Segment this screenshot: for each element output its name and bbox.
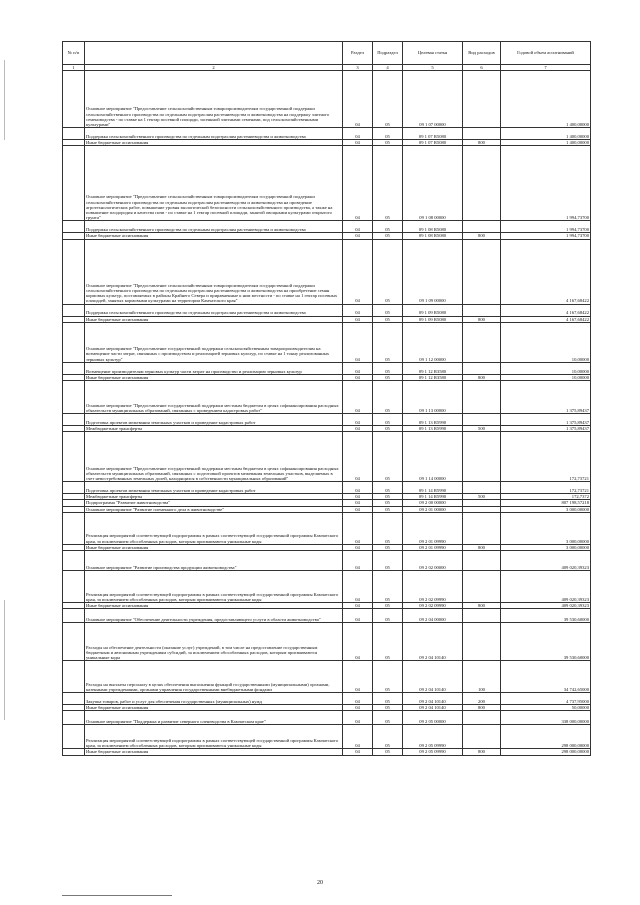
row-amount: 1 400,00000 [501,128,591,140]
row-target-article: 09 2 04 10140 [403,623,463,661]
table-header-row [63,42,591,65]
table-row [63,304,591,316]
row-subsection: 05 [373,711,403,725]
table-row [63,749,591,755]
row-target-article: 09 1 12 R3580 [403,374,463,380]
header-target-article: Целевая статья [403,42,463,65]
row-section: 04 [343,482,373,494]
row-target-article: 09 2 04 10140 [403,693,463,705]
row-name: Иные бюджетные ассигнования [85,233,343,239]
row-expense-type [463,71,501,128]
page-number: 20 [317,880,323,886]
row-expense-type: 800 [463,316,501,322]
row-expense-type: 800 [463,749,501,755]
row-name: Поддержка сельскохозяйственного производства по отдельным подотраслям растениеводства и животноводства [85,221,343,233]
row-number [63,146,85,221]
row-number [63,71,85,128]
row-name: Реализация мероприятий соответствующей подпрограммы в рамках соответствующей государственной программы Камчатского края, за исключением обособленных расходов, которым присваиваются уникальные коды [85,571,343,603]
row-amount: 172,73721 [501,432,591,482]
row-subsection: 05 [373,426,403,432]
row-target-article: 09 1 08 00000 [403,146,463,221]
row-expense-type [463,482,501,494]
row-subsection: 05 [373,571,403,603]
row-name: Основное мероприятие "Предоставление сельскохозяйственным товаропроизводителям государственной поддержки сельскохозяйственного производства по отдельным подотраслям растениеводства и животноводства на поддержку элитного семеноводства - по ставке на 1 гектар посевной площади, засеянной элитными семенами, под сельскохозяйственными культурами" [85,71,343,128]
footer-rule [62,895,172,896]
row-name: Межбюджетные трансферты [85,426,343,432]
column-number: 6 [463,65,501,71]
row-expense-type [463,609,501,623]
row-section: 04 [343,140,373,146]
row-number [63,304,85,316]
row-section: 04 [343,711,373,725]
table-row [63,128,591,140]
row-name: Реализация мероприятий соответствующей подпрограммы в рамках соответствующей государственной программы Камчатского края, за исключением обособленных расходов, которым присваиваются уникальные коды [85,512,343,544]
column-number: 1 [63,65,85,71]
row-subsection: 05 [373,506,403,512]
row-name: Подготовка проектов межевания земельных участков и проведение кадастровых работ [85,414,343,426]
row-target-article: 09 2 05 09990 [403,749,463,755]
row-name: Поддержка сельскохозяйственного производства по отдельным подотраслям растениеводства и животноводства [85,304,343,316]
row-expense-type [463,362,501,374]
row-name: Основное мероприятие "Предоставление государственной поддержки местным бюджетам в целях софинансирования расходных обязательств муниципальных образований, связанных с проведением кадастровых работ" [85,381,343,414]
row-amount: 409 020,39323 [501,571,591,603]
row-expense-type: 800 [463,374,501,380]
table-row [63,711,591,725]
row-number [63,749,85,755]
row-expense-type [463,512,501,544]
row-name: Поддержка сельскохозяйственного производства по отдельным подотраслям растениеводства и животноводства [85,128,343,140]
row-number [63,239,85,304]
row-target-article: 09 1 07 00000 [403,71,463,128]
row-subsection: 05 [373,233,403,239]
row-number [63,221,85,233]
row-target-article: 09 2 05 00000 [403,711,463,725]
table-row [63,432,591,482]
row-subsection: 05 [373,414,403,426]
table-row [63,551,591,571]
row-name: Иные бюджетные ассигнования [85,705,343,711]
row-expense-type [463,623,501,661]
row-name: Основное мероприятие "Обеспечение деятельности учреждения, предоставляющего услуги в области животноводства" [85,609,343,623]
row-subsection: 05 [373,661,403,693]
row-name: Возмещение производителям зерновых культур части затрат на производство и реализацию зерновых культур [85,362,343,374]
row-target-article: 09 2 04 10140 [403,661,463,693]
row-expense-type: 800 [463,140,501,146]
row-section: 04 [343,506,373,512]
row-subsection: 05 [373,725,403,749]
row-target-article: 09 2 01 09990 [403,544,463,550]
row-section: 04 [343,362,373,374]
row-number [63,623,85,661]
column-number: 7 [501,65,591,71]
row-amount: 1 375,89437 [501,426,591,432]
row-expense-type [463,711,501,725]
column-number: 4 [373,65,403,71]
row-number [63,571,85,603]
row-name: Основное мероприятие "Развитие племенного дела в животноводстве" [85,506,343,512]
row-section: 04 [343,500,373,506]
row-name: Основное мероприятие "Развитие производства продукции животноводства" [85,551,343,571]
row-number [63,661,85,693]
table-row [63,725,591,749]
row-subsection: 05 [373,316,403,322]
row-target-article: 09 2 04 00000 [403,609,463,623]
row-section: 04 [343,725,373,749]
row-section: 04 [343,603,373,609]
row-amount: 1 994,73700 [501,221,591,233]
row-number [63,362,85,374]
row-target-article: 09 2 02 00000 [403,551,463,571]
table-row [63,623,591,661]
row-amount: 298 000,00000 [501,749,591,755]
row-name: Основное мероприятие "Предоставление государственной поддержки сельскохозяйственным товаропроизводителям на возмещение части затрат, связанных с производством и реализацией зерновых культур, по ставке на 1 тонну реализованных зерновых культур" [85,322,343,362]
row-name: Подпрограмма "Развитие животноводства" [85,500,343,506]
row-expense-type: 800 [463,705,501,711]
row-expense-type [463,221,501,233]
row-expense-type [463,571,501,603]
row-target-article: 09 2 00 00000 [403,500,463,506]
row-name: Реализация мероприятий соответствующей подпрограммы в рамках соответствующей государственной программы Камчатского края, за исключением обособленных расходов, которым присваиваются уникальные коды [85,725,343,749]
row-expense-type [463,414,501,426]
row-expense-type: 500 [463,494,501,500]
table-row [63,146,591,221]
row-target-article: 09 1 09 00000 [403,239,463,304]
row-amount: 3 000,00000 [501,512,591,544]
row-target-article: 09 1 12 00000 [403,322,463,362]
table-row [63,322,591,362]
row-section: 04 [343,374,373,380]
row-section: 04 [343,749,373,755]
row-name: Иные бюджетные ассигнования [85,603,343,609]
row-amount: 3 000,00000 [501,544,591,550]
row-name: Основное мероприятие "Предоставление сельскохозяйственным товаропроизводителям государственной поддержки сельскохозяйственного производства по отдельным подотраслям растениеводства и животноводства на проведение агротехнологических работ, повышение уровня экологической безопасности сельскохозяйственного производства, а также на повышение плодородия и качества почв - по ставке на 1 гектар посевной площади, занятой овощными культурами открытого грунта" [85,146,343,221]
row-amount: 3 000,00000 [501,506,591,512]
row-subsection: 05 [373,705,403,711]
row-section: 04 [343,426,373,432]
row-target-article: 09 2 02 09990 [403,603,463,609]
row-amount: 172,73721 [501,482,591,494]
row-section: 04 [343,221,373,233]
row-section: 04 [343,146,373,221]
row-amount: 50,00000 [501,705,591,711]
row-expense-type [463,551,501,571]
row-target-article: 09 1 14 00000 [403,432,463,482]
row-amount: 10,00000 [501,374,591,380]
table-row [63,661,591,693]
row-section: 04 [343,623,373,661]
row-name: Иные бюджетные ассигнования [85,374,343,380]
row-amount: 1 994,73700 [501,233,591,239]
row-expense-type [463,239,501,304]
row-expense-type: 800 [463,544,501,550]
row-target-article: 09 2 05 09990 [403,725,463,749]
row-section: 04 [343,705,373,711]
row-section: 04 [343,414,373,426]
row-section: 04 [343,571,373,603]
row-number [63,551,85,571]
row-expense-type [463,725,501,749]
row-subsection: 05 [373,304,403,316]
row-number [63,609,85,623]
row-number [63,693,85,705]
row-amount: 39 530,60000 [501,623,591,661]
row-target-article: 09 1 14 R5990 [403,482,463,494]
row-subsection: 05 [373,482,403,494]
row-amount: 4 167,68422 [501,316,591,322]
row-number [63,482,85,494]
row-subsection: 05 [373,128,403,140]
row-target-article: 09 1 07 R5080 [403,128,463,140]
row-expense-type [463,432,501,482]
table-row [63,71,591,128]
row-target-article: 09 1 07 R5080 [403,140,463,146]
row-subsection: 05 [373,500,403,506]
row-amount: 10,00000 [501,362,591,374]
table-row [63,362,591,374]
row-name: Основное мероприятие "Предоставление государственной поддержки местным бюджетам в целях софинансирования расходных обязательств муниципальных образований, связанных с подготовкой проектов межевания земельных участков, выделяемых в счет невостребованных земельных долей, находящихся в собственности муниципальных образований" [85,432,343,482]
row-name: Расходы на обеспечение деятельности (оказание услуг) учреждений, в том числе на предоставление государственным бюджетным и автономным учреждениям субсидий, за исключением обособленных расходов, которым присваиваются уникальные коды [85,623,343,661]
row-expense-type [463,322,501,362]
row-section: 04 [343,551,373,571]
row-section: 04 [343,661,373,693]
row-expense-type: 100 [463,661,501,693]
row-number [63,725,85,749]
table-row [63,512,591,544]
header-annual-amount: Годовой объем ассигнований [501,42,591,65]
row-amount: 409 020,39323 [501,603,591,609]
row-amount: 4 167,68422 [501,239,591,304]
row-subsection: 05 [373,623,403,661]
row-expense-type [463,146,501,221]
row-amount: 1 375,89437 [501,414,591,426]
row-name: Основное мероприятие "Поддержка и развитие северного оленеводства в Камчатском крае" [85,711,343,725]
row-section: 04 [343,128,373,140]
row-number [63,322,85,362]
row-target-article: 09 1 08 R5080 [403,221,463,233]
row-target-article: 09 1 13 R5990 [403,426,463,432]
row-section: 04 [343,381,373,414]
row-section: 04 [343,432,373,482]
row-subsection: 05 [373,603,403,609]
row-section: 04 [343,512,373,544]
row-expense-type [463,128,501,140]
row-section: 04 [343,233,373,239]
row-amount: 10,00000 [501,322,591,362]
row-name: Иные бюджетные ассигнования [85,140,343,146]
header-name [85,42,343,65]
row-subsection: 05 [373,432,403,482]
scan-artifact [4,600,5,720]
row-expense-type: 500 [463,426,501,432]
row-target-article: 09 2 04 10140 [403,705,463,711]
row-subsection: 05 [373,221,403,233]
row-subsection: 05 [373,494,403,500]
row-expense-type: 800 [463,233,501,239]
row-target-article: 09 2 01 09990 [403,512,463,544]
row-subsection: 05 [373,146,403,221]
row-name: Подготовка проектов межевания земельных участков и проведение кадастровых работ [85,482,343,494]
row-subsection: 05 [373,322,403,362]
row-subsection: 05 [373,140,403,146]
row-subsection: 05 [373,693,403,705]
row-expense-type: 200 [463,693,501,705]
row-section: 04 [343,71,373,128]
row-expense-type [463,381,501,414]
row-amount: 1 400,00000 [501,71,591,128]
row-subsection: 05 [373,381,403,414]
row-amount: 34 742,65000 [501,661,591,693]
row-number [63,711,85,725]
row-target-article: 09 1 08 R5080 [403,233,463,239]
row-name: Расходы на выплаты персоналу в целях обеспечения выполнения функций государственными (муниципальными) органами, казенными учреждениями, органами управления государственными внебюджетными фондами [85,661,343,693]
row-amount: 4 167,68422 [501,304,591,316]
table-row [63,239,591,304]
row-name: Иные бюджетные ассигнования [85,316,343,322]
row-amount: 298 000,00000 [501,725,591,749]
row-target-article: 09 1 13 R5990 [403,414,463,426]
table-row [63,221,591,233]
row-section: 04 [343,316,373,322]
row-subsection: 05 [373,71,403,128]
table-row [63,609,591,623]
row-amount: 39 530,60000 [501,609,591,623]
row-amount: 409 020,39323 [501,551,591,571]
row-number [63,414,85,426]
column-number: 2 [85,65,343,71]
row-amount: 1 994,73700 [501,146,591,221]
row-name: Межбюджетные трансферты [85,494,343,500]
row-section: 04 [343,494,373,500]
row-section: 04 [343,693,373,705]
column-number: 3 [343,65,373,71]
row-expense-type [463,304,501,316]
scan-artifact [4,60,5,140]
row-number [63,128,85,140]
row-target-article: 09 1 13 00000 [403,381,463,414]
row-section: 04 [343,544,373,550]
row-subsection: 05 [373,512,403,544]
row-number [63,432,85,482]
column-number: 5 [403,65,463,71]
budget-table [62,41,591,756]
table-row [63,693,591,705]
row-subsection: 05 [373,544,403,550]
table-row [63,381,591,414]
row-amount: 807 198,57218 [501,500,591,506]
row-subsection: 05 [373,362,403,374]
row-amount: 1 400,00000 [501,140,591,146]
row-section: 04 [343,304,373,316]
row-amount: 4 737,95000 [501,693,591,705]
header-expense-type: Вид расходов [463,42,501,65]
table-row [63,482,591,494]
row-section: 04 [343,609,373,623]
row-subsection: 05 [373,239,403,304]
row-amount: 172,7372 [501,494,591,500]
header-number: № п/п [63,42,85,65]
row-amount: 1 375,89437 [501,381,591,414]
row-subsection: 05 [373,374,403,380]
table-row [63,414,591,426]
row-target-article: 09 1 09 R5080 [403,316,463,322]
table-body [63,71,591,755]
row-name: Иные бюджетные ассигнования [85,749,343,755]
row-expense-type: 800 [463,603,501,609]
row-target-article: 09 2 02 09990 [403,571,463,603]
row-subsection: 05 [373,551,403,571]
row-section: 04 [343,322,373,362]
row-number [63,381,85,414]
row-target-article: 09 1 12 R3580 [403,362,463,374]
row-name: Основное мероприятие "Предоставление сельскохозяйственным товаропроизводителям государственной поддержки сельскохозяйственного производства по отдельным подотраслям растениеводства и животноводства на приобретение семян кормовых культур, поставляемых в районы Крайнего Севера и приравненные к ним местности - по ставке на 1 гектар посевных площадей, занятых кормовыми культурами на территории Камчатского края" [85,239,343,304]
row-target-article: 09 1 09 R5080 [403,304,463,316]
row-target-article: 09 1 14 R5990 [403,494,463,500]
row-section: 04 [343,239,373,304]
row-subsection: 05 [373,749,403,755]
header-section: Раздел [343,42,373,65]
table-row [63,571,591,603]
row-subsection: 05 [373,609,403,623]
row-name: Иные бюджетные ассигнования [85,544,343,550]
row-name: Закупка товаров, работ и услуг для обеспечения государственных (муниципальных) нужд [85,693,343,705]
header-subsection: Подраздел [373,42,403,65]
row-target-article: 09 2 01 00000 [403,506,463,512]
row-amount: 338 000,00000 [501,711,591,725]
row-number [63,512,85,544]
